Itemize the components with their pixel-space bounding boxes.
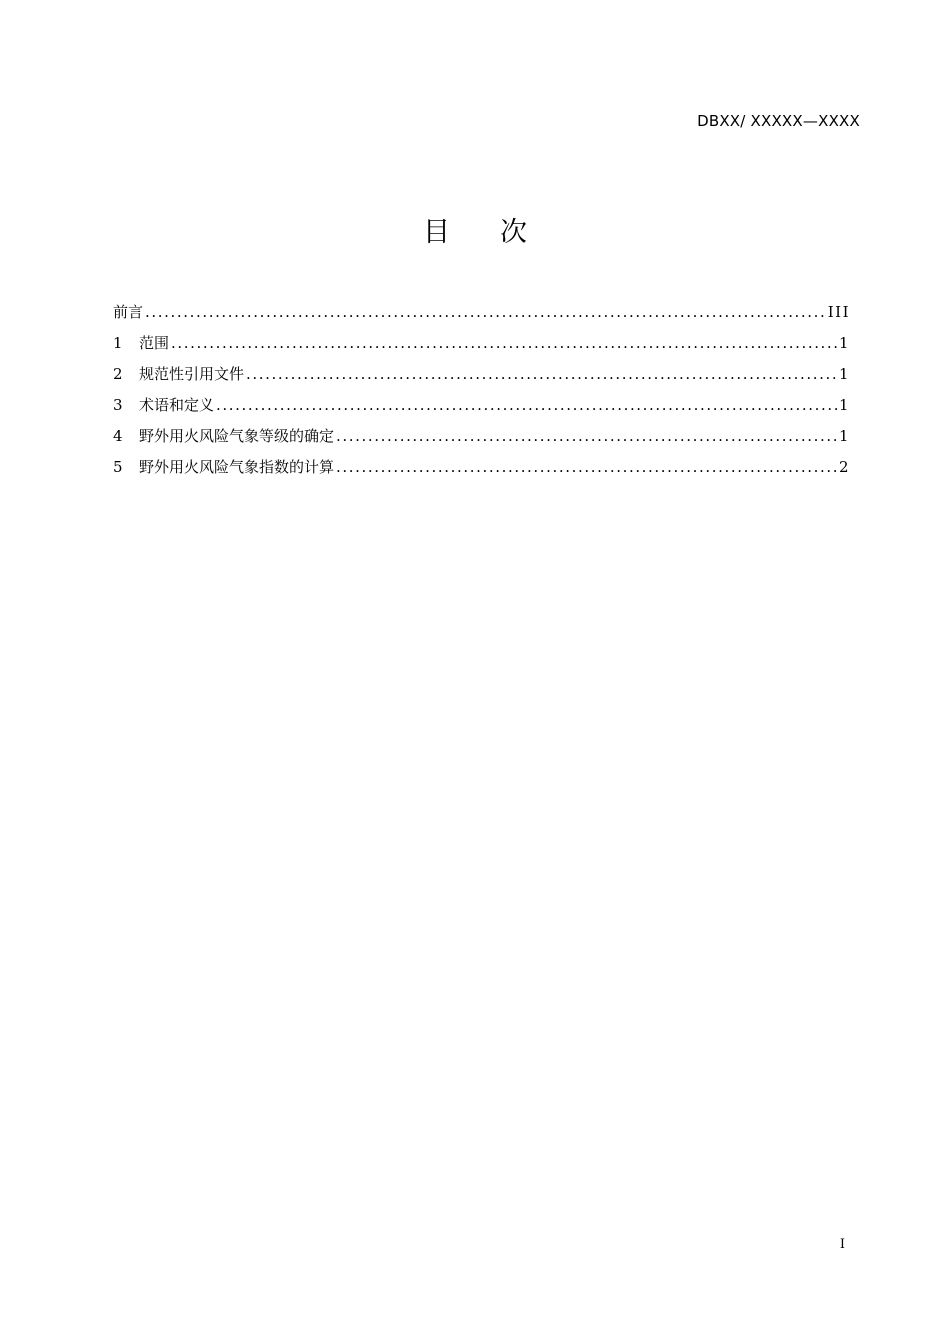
toc-entry-title: 野外用火风险气象指数的计算	[139, 458, 335, 476]
toc-dot-leader	[171, 334, 837, 352]
toc-dot-leader	[336, 458, 837, 476]
toc-entry-page: 1	[838, 427, 850, 445]
table-of-contents	[113, 301, 850, 487]
toc-dot-leader	[336, 427, 837, 445]
toc-entry-title: 术语和定义	[139, 396, 215, 414]
toc-entry-page: 1	[838, 334, 850, 352]
toc-entry-page: III	[827, 303, 850, 321]
toc-entry-risk-index[interactable]	[113, 456, 850, 487]
toc-entry-page: 1	[838, 396, 850, 414]
toc-entry-risk-level[interactable]	[113, 425, 850, 456]
toc-dot-leader	[246, 365, 837, 383]
toc-entry-preface[interactable]	[113, 301, 850, 332]
toc-entry-number: 3	[113, 396, 123, 414]
toc-entry-title: 范围	[139, 334, 170, 352]
page-title: 目次	[423, 217, 577, 248]
toc-dot-leader	[145, 303, 826, 321]
toc-entry-normative-references[interactable]	[113, 363, 850, 394]
toc-entry-title: 规范性引用文件	[139, 365, 245, 383]
toc-entry-title: 前言	[113, 303, 144, 321]
toc-dot-leader	[216, 396, 837, 414]
toc-entry-title: 野外用火风险气象等级的确定	[139, 427, 335, 445]
toc-entry-terms-definitions[interactable]	[113, 394, 850, 425]
toc-entry-number: 1	[113, 334, 123, 352]
toc-entry-number: 5	[113, 458, 123, 476]
toc-entry-page: 1	[838, 365, 850, 383]
document-code: DBXX/ XXXXX—XXXX	[697, 112, 860, 130]
toc-entry-number: 2	[113, 365, 123, 383]
toc-entry-number: 4	[113, 427, 123, 445]
toc-entry-page: 2	[838, 458, 850, 476]
page-number: I	[839, 1237, 845, 1252]
toc-entry-scope[interactable]	[113, 332, 850, 363]
